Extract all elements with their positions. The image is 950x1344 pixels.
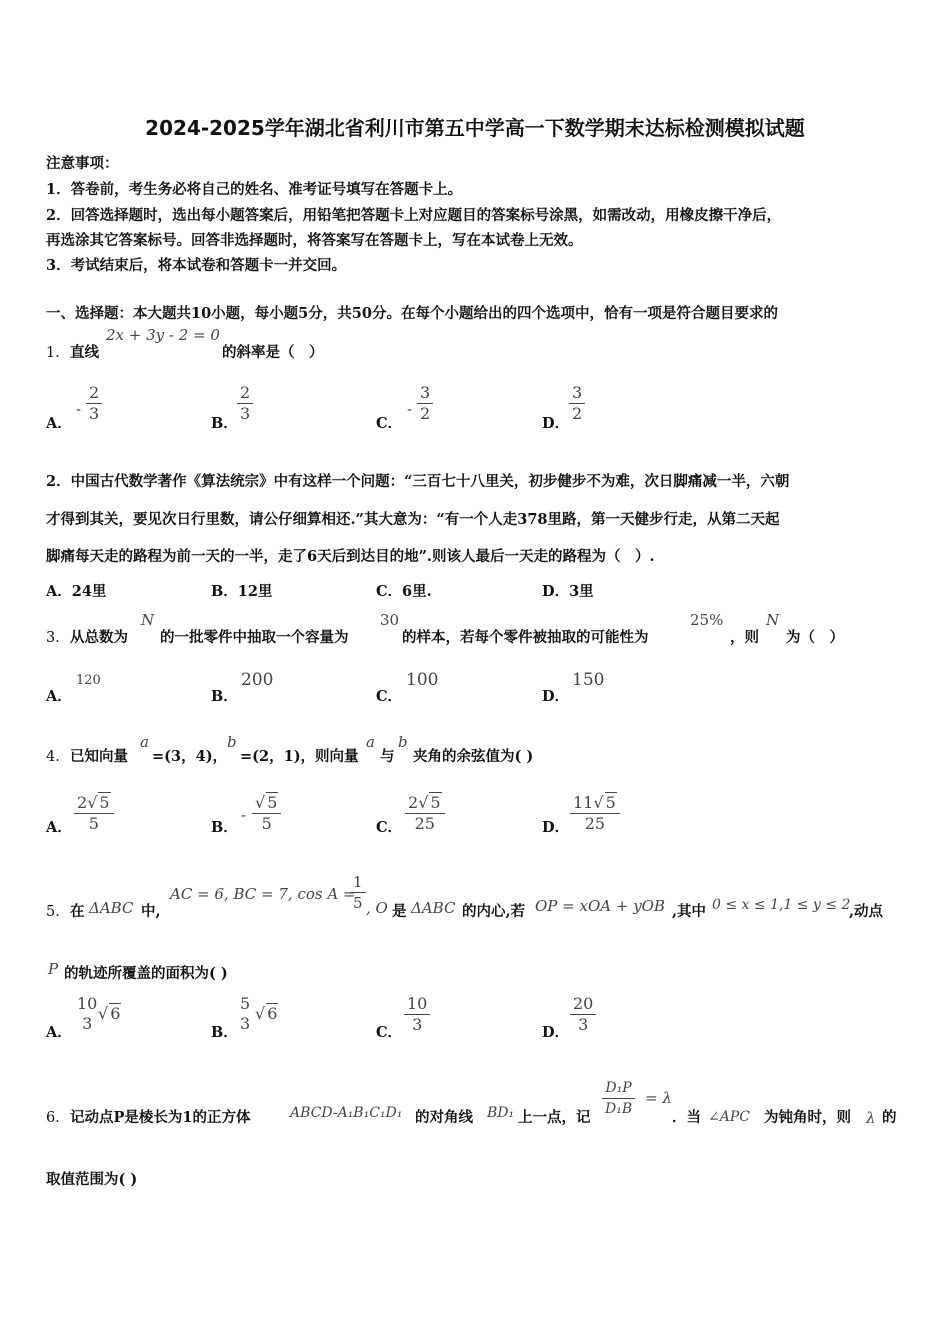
q3-var: N bbox=[766, 611, 780, 629]
q5-text: 中, bbox=[141, 903, 161, 920]
option-fraction bbox=[570, 994, 596, 1035]
q5-range: 0 ≤ x ≤ 1,1 ≤ y ≤ 2 bbox=[712, 897, 851, 913]
section-header: 一、选择题：本大题共10小题，每小题5分，共50分。在每个小题给出的四个选项中，恰有一项是符合题目要求的 bbox=[46, 305, 778, 322]
note-item: 2．回答选择题时，选出每小题答案后，用铅笔把答题卡上对应题目的答案标号涂黑，如需改动，用橡皮擦干净后， bbox=[46, 207, 782, 224]
q6-diagonal: BD₁ bbox=[487, 1105, 515, 1121]
denominator: 3 bbox=[82, 1014, 93, 1033]
numerator: 20 bbox=[573, 994, 594, 1013]
option-label: C． bbox=[376, 819, 403, 836]
option-sign: - bbox=[241, 806, 247, 824]
q6-text: 的对角线 bbox=[415, 1109, 473, 1126]
q3-var: N bbox=[141, 611, 155, 629]
option-value: 200 bbox=[241, 670, 274, 690]
denominator: 2 bbox=[569, 403, 585, 424]
option-fraction bbox=[74, 994, 100, 1034]
coefficient: 11 bbox=[573, 793, 594, 812]
notes-heading: 注意事项： bbox=[46, 155, 119, 172]
q3-text: 的一批零件中抽取一个容量为 bbox=[160, 629, 349, 646]
q2-option: D．3里 bbox=[542, 583, 594, 600]
option-label: C． bbox=[376, 688, 403, 705]
numerator: D₁P bbox=[605, 1080, 632, 1096]
q6-text: 取值范围为( ) bbox=[46, 1171, 138, 1188]
q3-value: 30 bbox=[380, 611, 400, 629]
q4-vector-b: b bbox=[398, 733, 408, 751]
denominator: 3 bbox=[237, 403, 253, 424]
denominator: 3 bbox=[404, 1014, 430, 1035]
option-label: D． bbox=[542, 688, 570, 705]
numerator: 5 bbox=[240, 994, 251, 1013]
option-label: A． bbox=[46, 1024, 72, 1041]
denominator: 3 bbox=[86, 403, 102, 424]
radicand: 6 bbox=[267, 1004, 278, 1023]
option-sign: - bbox=[76, 400, 82, 418]
option-label: C． bbox=[376, 1024, 403, 1041]
q1-equation: 2x + 3y - 2 = 0 bbox=[106, 326, 220, 344]
q6-lambda-eq: = λ bbox=[645, 1089, 672, 1107]
denominator: D₁B bbox=[602, 1098, 635, 1119]
q6-text: 为钝角时，则 bbox=[764, 1109, 851, 1126]
q5-text: 的轨迹所覆盖的面积为( ) bbox=[64, 965, 228, 982]
q5-text: 是 bbox=[392, 903, 407, 920]
note-item: 3．考试结束后，将本试卷和答题卡一并交回。 bbox=[46, 257, 347, 274]
option-label: A． bbox=[46, 688, 72, 705]
q5-fraction bbox=[350, 872, 366, 913]
q5-text: 在 bbox=[70, 903, 85, 920]
q5-text: ,其中 bbox=[672, 903, 707, 920]
numerator: 1 bbox=[353, 873, 363, 891]
question-number: 4． bbox=[46, 749, 70, 765]
q4-text: =(2，1)，则向量 bbox=[240, 748, 359, 765]
numerator: 2 bbox=[89, 383, 100, 402]
option-fraction bbox=[252, 792, 281, 834]
option-label: A． bbox=[46, 819, 72, 836]
coefficient: 2 bbox=[408, 793, 419, 812]
denominator: 3 bbox=[570, 1014, 596, 1035]
numerator: 11√ 5 bbox=[573, 793, 616, 812]
q6-cube: ABCD-A₁B₁C₁D₁ bbox=[290, 1105, 403, 1121]
option-label: B． bbox=[211, 1024, 238, 1041]
numerator: 2√ 5 bbox=[408, 793, 441, 812]
option-label: C． bbox=[376, 415, 403, 432]
option-label: D． bbox=[542, 1024, 570, 1041]
option-label: B． bbox=[211, 688, 238, 705]
option-label: B． bbox=[211, 819, 238, 836]
q4-text: 夹角的余弦值为( ) bbox=[413, 748, 534, 765]
q6-lambda: λ bbox=[866, 1109, 876, 1127]
q6-text: 的 bbox=[882, 1109, 897, 1126]
q6-text: 上一点，记 bbox=[518, 1109, 591, 1126]
option-sign: - bbox=[407, 400, 413, 418]
radicand: 5 bbox=[605, 793, 616, 812]
radicand: 6 bbox=[110, 1004, 121, 1023]
q2-text: 才得到其关，要见次日行里数，请公仔细算相还.”其大意为：“有一个人走378里路，第一天健步行走，从第二天起 bbox=[46, 511, 780, 528]
numerator: 3 bbox=[420, 383, 431, 402]
q1-text: 直线 bbox=[70, 344, 99, 361]
option-fraction bbox=[237, 994, 253, 1034]
note-item: 1．答卷前，考生务必将自己的姓名、准考证号填写在答题卡上。 bbox=[46, 181, 463, 198]
q6-text: ．当 bbox=[672, 1109, 701, 1126]
q2-text: 2．中国古代数学著作《算法统宗》中有这样一个问题：“三百七十八里关，初步健步不为难，次日脚痛减一半，六朝 bbox=[46, 473, 790, 490]
option-radical: √ 6 bbox=[98, 1004, 121, 1023]
q5-point-o: , O bbox=[366, 899, 388, 917]
q5-text: 的内心,若 bbox=[462, 903, 526, 920]
radicand: 5 bbox=[99, 793, 110, 812]
denominator: 25 bbox=[405, 813, 445, 834]
q5-given: AC = 6, BC = 7, cos A = bbox=[170, 885, 356, 903]
q3-value: 25% bbox=[690, 611, 724, 629]
q1-text: 的斜率是（ ） bbox=[222, 344, 324, 361]
q6-text: 记动点P是棱长为1的正方体 bbox=[70, 1109, 251, 1126]
option-value: 100 bbox=[406, 670, 439, 690]
q2-text: 脚痛每天走的路程为前一天的一半，走了6天后到达目的地”.则该人最后一天走的路程为（ ）. bbox=[46, 548, 655, 565]
question-number: 6． bbox=[46, 1110, 70, 1126]
q2-option: B．12里 bbox=[211, 583, 273, 600]
q6-fraction bbox=[602, 1078, 635, 1119]
denominator: 5 bbox=[350, 892, 366, 913]
q2-option: A．24里 bbox=[46, 583, 107, 600]
q4-vector-a: a bbox=[140, 733, 149, 751]
q5-triangle: ΔABC bbox=[89, 899, 134, 917]
q3-text: 从总数为 bbox=[70, 629, 128, 646]
option-fraction bbox=[74, 792, 114, 834]
q3-text: 为（ ） bbox=[786, 629, 844, 646]
q4-vector-b: b bbox=[227, 733, 237, 751]
q3-text: 的样本，若每个零件被抽取的可能性为 bbox=[402, 629, 649, 646]
option-fraction bbox=[86, 383, 102, 424]
numerator: √ 5 bbox=[255, 793, 278, 812]
q5-triangle: ΔABC bbox=[411, 899, 456, 917]
q5-text: ,动点 bbox=[849, 903, 884, 920]
option-label: D． bbox=[542, 415, 570, 432]
denominator: 2 bbox=[417, 403, 433, 424]
q5-vector-eq: OP = xOA + yOB bbox=[535, 897, 665, 915]
q6-angle: ∠APC bbox=[708, 1109, 750, 1125]
option-fraction bbox=[417, 383, 433, 424]
radicand: 5 bbox=[430, 793, 441, 812]
question-number: 5． bbox=[46, 904, 70, 920]
option-label: B． bbox=[211, 415, 238, 432]
question-number: 1． bbox=[46, 345, 70, 361]
question-number: 3． bbox=[46, 630, 70, 646]
denominator: 3 bbox=[240, 1014, 251, 1033]
option-label: A． bbox=[46, 415, 72, 432]
q4-vector-a: a bbox=[366, 733, 375, 751]
option-label: D． bbox=[542, 819, 570, 836]
option-fraction bbox=[569, 383, 585, 424]
option-fraction bbox=[237, 383, 253, 424]
q4-text: 与 bbox=[380, 748, 395, 765]
q5-point-p: P bbox=[48, 960, 59, 978]
option-fraction bbox=[570, 792, 620, 834]
q4-text: 已知向量 bbox=[70, 748, 128, 765]
option-fraction bbox=[404, 994, 430, 1035]
option-value: 150 bbox=[572, 670, 605, 690]
denominator: 5 bbox=[74, 813, 114, 834]
numerator: 2 bbox=[240, 383, 251, 402]
option-radical: √ 6 bbox=[255, 1004, 278, 1023]
page-title: 2024-2025学年湖北省利川市第五中学高一下数学期末达标检测模拟试题 bbox=[145, 116, 805, 140]
denominator: 5 bbox=[252, 813, 281, 834]
numerator: 10 bbox=[77, 994, 98, 1013]
numerator: 2√ 5 bbox=[77, 793, 110, 812]
q4-text: =(3，4)， bbox=[152, 748, 228, 765]
radicand: 5 bbox=[267, 793, 278, 812]
note-item: 再选涂其它答案标号。回答非选择题时，将答案写在答题卡上，写在本试卷上无效。 bbox=[46, 232, 583, 249]
option-fraction bbox=[405, 792, 445, 834]
q2-option: C．6里. bbox=[376, 583, 432, 600]
q3-text: ，则 bbox=[730, 629, 759, 646]
numerator: 10 bbox=[407, 994, 428, 1013]
coefficient: 2 bbox=[77, 793, 88, 812]
denominator: 25 bbox=[570, 813, 620, 834]
numerator: 3 bbox=[572, 383, 583, 402]
option-value: 120 bbox=[76, 673, 101, 688]
